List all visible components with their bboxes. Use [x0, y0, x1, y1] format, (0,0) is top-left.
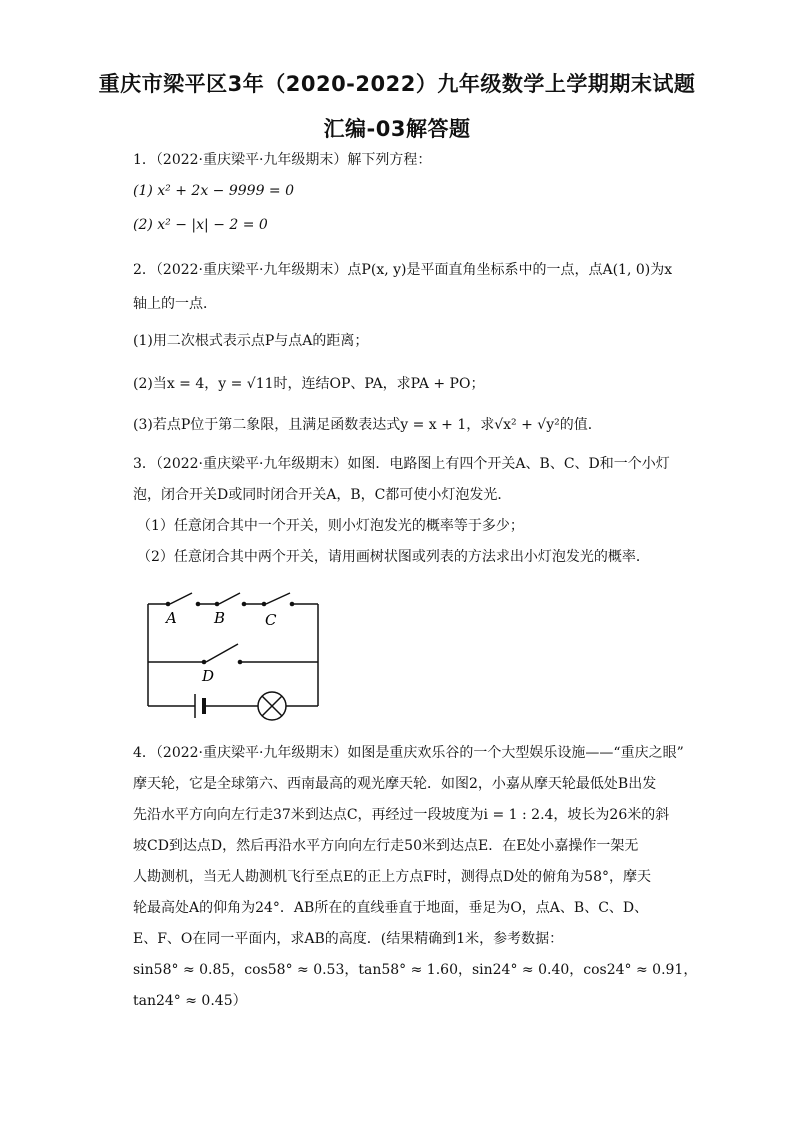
q2-stem-line1: 2．（2022·重庆梁平·九年级期末）点P(x, y)是平面直角坐标系中的一点，点A(1, 0)为x — [133, 262, 673, 278]
document-title: 重庆市梁平区3年（2020-2022）九年级数学上学期期末试题 — [98, 72, 696, 96]
q4-line9: tan24° ≈ 0.45） — [133, 993, 247, 1009]
q2-part2: (2)当x = 4，y = √11时，连结OP、PA，求PA + PO； — [133, 376, 485, 392]
q3-part1: （1）任意闭合其中一个开关，则小灯泡发光的概率等于多少； — [137, 518, 524, 534]
q2-part3: (3)若点P位于第二象限，且满足函数表达式y = x + 1，求√x² + √y²的值． — [133, 417, 602, 433]
circuit-diagram — [140, 580, 330, 725]
q4-line3: 先沿水平方向向左行走37米到达点C，再经过一段坡度为i = 1 : 2.4，坡长为26米的斜 — [133, 807, 670, 823]
switch-a-label: A — [166, 609, 177, 627]
q1-part2: (2) x² − |x| − 2 = 0 — [133, 217, 268, 233]
q4-line7: E、F、O在同一平面内，求AB的高度．(结果精确到1米，参考数据： — [133, 931, 564, 947]
switch-b-lever — [219, 593, 240, 604]
q2-part1: (1)用二次根式表示点P与点A的距离； — [133, 333, 369, 349]
q3-stem-line1: 3．（2022·重庆梁平·九年级期末）如图．电路图上有四个开关A、B、C、D和一个小灯 — [133, 456, 670, 472]
q4-line1: 4．（2022·重庆梁平·九年级期末）如图是重庆欢乐谷的一个大型娱乐设施——“重庆之眼” — [133, 745, 684, 761]
q1-stem: 1．（2022·重庆梁平·九年级期末）解下列方程： — [133, 152, 432, 168]
switch-d-label: D — [202, 667, 215, 685]
q4-line5: 人勘测机，当无人勘测机飞行至点E的正上方点F时，测得点D处的俯角为58°，摩天 — [133, 869, 651, 885]
q3-stem-line2: 泡，闭合开关D或同时闭合开关A，B，C都可使小灯泡发光． — [133, 487, 512, 503]
switch-b-label: B — [214, 609, 226, 627]
switch-d-lever — [206, 644, 238, 662]
switch-c-label: C — [265, 611, 277, 629]
q1-part1: (1) x² + 2x − 9999 = 0 — [133, 183, 295, 199]
q2-stem-line2: 轴上的一点． — [133, 296, 217, 312]
q4-line4: 坡CD到达点D，然后再沿水平方向向左行走50米到达点E．在E处小嘉操作一架无 — [133, 838, 639, 854]
q4-line6: 轮最高处A的仰角为24°．AB所在的直线垂直于地面，垂足为O，点A、B、C、D、 — [133, 900, 649, 916]
switch-c-lever — [266, 593, 290, 604]
q4-line2: 摩天轮，它是全球第六、西南最高的观光摩天轮．如图2，小嘉从摩天轮最低处B出发 — [133, 776, 657, 792]
q3-part2: （2）任意闭合其中两个开关，请用画树状图或列表的方法求出小灯泡发光的概率． — [137, 549, 650, 565]
switch-a-lever — [170, 593, 192, 604]
document-subtitle: 汇编-03解答题 — [323, 117, 471, 141]
q4-line8: sin58° ≈ 0.85，cos58° ≈ 0.53，tan58° ≈ 1.60，sin24° ≈ 0.40，cos24° ≈ 0.91， — [133, 962, 698, 978]
